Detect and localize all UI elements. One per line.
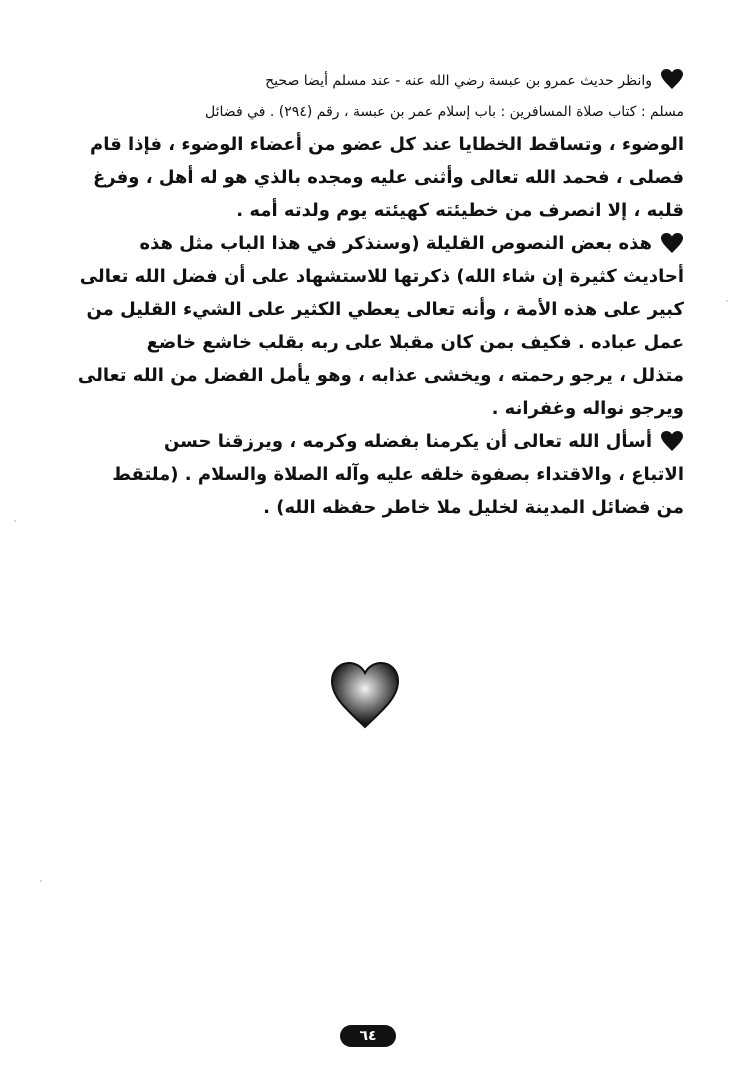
paragraph-1-line-1: الوضوء ، وتساقط الخطايا عند كل عضو من أعضاء الوضوء ، فإذا قام [90, 134, 684, 155]
heart-icon [660, 430, 684, 452]
scan-speck [40, 880, 42, 882]
scan-speck [726, 300, 728, 302]
page-body [78, 66, 684, 524]
paragraph-1-line-3: قلبه ، إلا انصرف من خطيئته كهيئته يوم ولدته أمه . [236, 200, 684, 221]
paragraph-2-line-3: كبير على هذه الأمة ، وأنه تعالى يعطي الكثير على الشيء القليل من [86, 299, 684, 320]
paragraph-2-line-2: أحاديث كثيرة إن شاء الله) ذكرتها للاستشهاد على أن فضل الله تعالى [79, 266, 684, 287]
scan-speck [14, 520, 16, 522]
paragraph-2-line-1 [78, 227, 684, 260]
footnote-line-2: مسلم : كتاب صلاة المسافرين : باب إسلام عمر بن عبسة ، رقم (٢٩٤) . في فضائل [205, 104, 684, 120]
paragraph-1-line-2: فصلى ، فحمد الله تعالى وأثنى عليه ومجده بالذي هو له أهل ، وفرغ [93, 167, 684, 188]
footnote-text-1: وانظر حديث عمرو بن عبسة رضي الله عنه - عند مسلم أيضا صحيح [265, 73, 652, 89]
page-number: ٦٤ [340, 1025, 396, 1047]
paragraph-3-line-3: من فضائل المدينة لخليل ملا خاطر حفظه الله) . [263, 497, 684, 518]
paragraph-2-line-5: متذلل ، يرجو رحمته ، ويخشى عذابه ، وهو يأمل الفضل من الله تعالى [78, 365, 684, 386]
paragraph-3-line-2: الاتباع ، والاقتداء بصفوة خلقه عليه وآله الصلاة والسلام . (ملتقط [112, 464, 684, 485]
footnote-line-1 [78, 66, 684, 97]
paragraph-2-line-4: عمل عباده . فكيف بمن كان مقبلا على ربه بقلب خاشع خاضع [146, 332, 684, 353]
paragraph-2-line-6: ويرجو نواله وغفرانه . [491, 398, 684, 419]
paragraph-3-line-1 [78, 425, 684, 458]
heart-ornament-icon [330, 661, 400, 729]
heart-icon [660, 232, 684, 254]
paragraph-2-text-1: هذه بعض النصوص القليلة (وسنذكر في هذا الباب مثل هذه [139, 233, 652, 254]
paragraph-3-text-1: أسأل الله تعالى أن يكرمنا بفضله وكرمه ، ويرزقنا حسن [163, 431, 652, 452]
heart-icon [660, 68, 684, 90]
